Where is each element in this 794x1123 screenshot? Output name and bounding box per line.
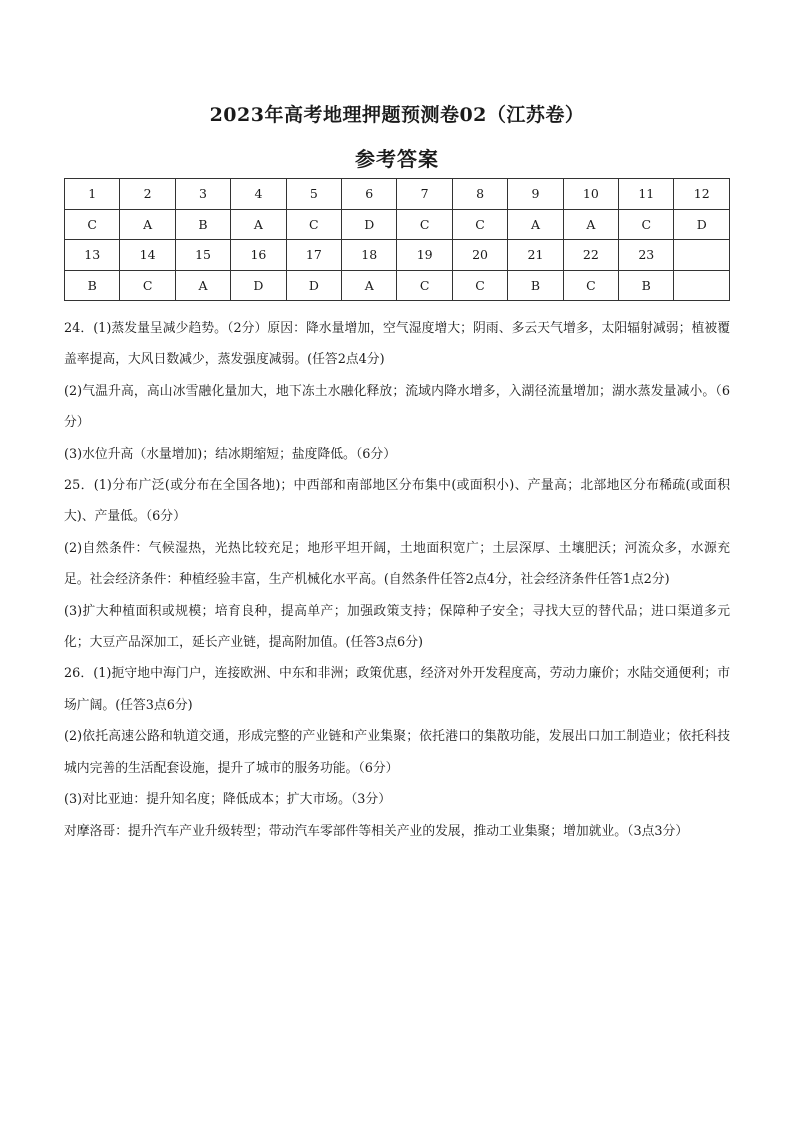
question-number-cell: 22 [563,240,618,271]
question-number-cell: 4 [231,179,286,210]
answer-letter-row [65,270,730,301]
answer-letter-cell: B [175,209,230,240]
question-number-row [65,240,730,271]
question-number-cell: 5 [286,179,341,210]
question-number-cell: 8 [452,179,507,210]
answer-paragraph: 对摩洛哥：提升汽车产业升级转型；带动汽车零部件等相关产业的发展，推动工业集聚；增加就业。（3点3分） [64,823,689,839]
answer-paragraph: (3)扩大种植面积或规模；培育良种，提高单产；加强政策支持；保障种子安全；寻找大豆的替代品；进口渠道多元化；大豆产品深加工，延长产业链，提高附加值。(任答3点6分) [64,603,730,651]
answer-letter-cell: C [619,209,674,240]
answer-key-table [64,178,730,301]
question-number-cell: 23 [619,240,674,271]
answer-letter-cell: A [508,209,563,240]
answer-letter-cell: A [231,209,286,240]
question-number-cell: 9 [508,179,563,210]
question-number-cell: 6 [342,179,397,210]
answer-letter-cell: C [65,209,120,240]
answer-letter-cell: C [120,270,175,301]
question-number-cell: 17 [286,240,341,271]
answer-letter-cell: C [452,209,507,240]
document-title: 2023年高考地理押题预测卷02（江苏卷） [209,104,585,126]
question-number-cell: 15 [175,240,230,271]
question-number-cell [674,240,730,271]
question-number-cell: 13 [65,240,120,271]
answer-letter-cell: C [452,270,507,301]
answer-letter-cell: D [342,209,397,240]
question-number-cell: 11 [619,179,674,210]
question-number-cell: 2 [120,179,175,210]
question-number-cell: 14 [120,240,175,271]
answer-letter-cell: A [563,209,618,240]
answer-letter-cell: C [286,209,341,240]
answer-letter-cell: A [120,209,175,240]
answer-explanations [64,313,730,847]
answer-letter-cell: A [342,270,397,301]
question-number-row [65,179,730,210]
answer-paragraph: 25．(1)分布广泛(或分布在全国各地)；中西部和南部地区分布集中(或面积小)、产量高；北部地区分布稀疏(或面积大)、产量低。（6分） [64,478,730,525]
answer-letter-cell: D [674,209,730,240]
answer-paragraph: (2)依托高速公路和轨道交通，形成完整的产业链和产业集聚；依托港口的集散功能，发展出口加工制造业；依托科技城内完善的生活配套设施，提升了城市的服务功能。（6分） [64,729,730,776]
question-number-cell: 1 [65,179,120,210]
answer-paragraph: (3)水位升高（水量增加)；结冰期缩短；盐度降低。（6分） [64,446,396,462]
question-number-cell: 20 [452,240,507,271]
answer-letter-cell: B [65,270,120,301]
question-number-cell: 21 [508,240,563,271]
answer-letter-cell: C [397,209,452,240]
answer-letter-cell [674,270,730,301]
answer-letter-cell: A [175,270,230,301]
question-number-cell: 3 [175,179,230,210]
question-number-cell: 12 [674,179,730,210]
answer-letter-cell: B [619,270,674,301]
question-number-cell: 7 [397,179,452,210]
question-number-cell: 10 [563,179,618,210]
question-number-cell: 19 [397,240,452,271]
answer-paragraph: 26．(1)扼守地中海门户，连接欧洲、中东和非洲；政策优惠，经济对外开发程度高，劳动力廉价；水陆交通便利；市场广阔。(任答3点6分) [64,666,730,713]
answer-paragraph: 24．(1)蒸发量呈减少趋势。（2分）原因：降水量增加，空气湿度增大；阴雨、多云天气增多，太阳辐射减弱；植被覆盖率提高，大风日数减少，蒸发强度减弱。(任答2点4分) [64,321,730,368]
answer-paragraph: (2)自然条件：气候湿热，光热比较充足；地形平坦开阔，土地面积宽广；土层深厚、土壤肥沃；河流众多，水源充足。社会经济条件：种植经验丰富，生产机械化水平高。(自然条件任答2点4分，社会经济条件任答1点2分) [64,540,730,588]
answer-paragraph: (2)气温升高，高山冰雪融化量加大，地下冻土水融化释放；流域内降水增多，入湖径流量增加；湖水蒸发量减小。（6分） [64,383,730,431]
document-subtitle: 参考答案 [355,147,439,171]
answer-paragraph: (3)对比亚迪：提升知名度；降低成本；扩大市场。（3分） [64,792,391,808]
answer-letter-cell: C [397,270,452,301]
answer-letter-cell: B [508,270,563,301]
answer-letter-row [65,209,730,240]
answer-letter-cell: D [231,270,286,301]
question-number-cell: 18 [342,240,397,271]
answer-letter-cell: C [563,270,618,301]
answer-letter-cell: D [286,270,341,301]
question-number-cell: 16 [231,240,286,271]
